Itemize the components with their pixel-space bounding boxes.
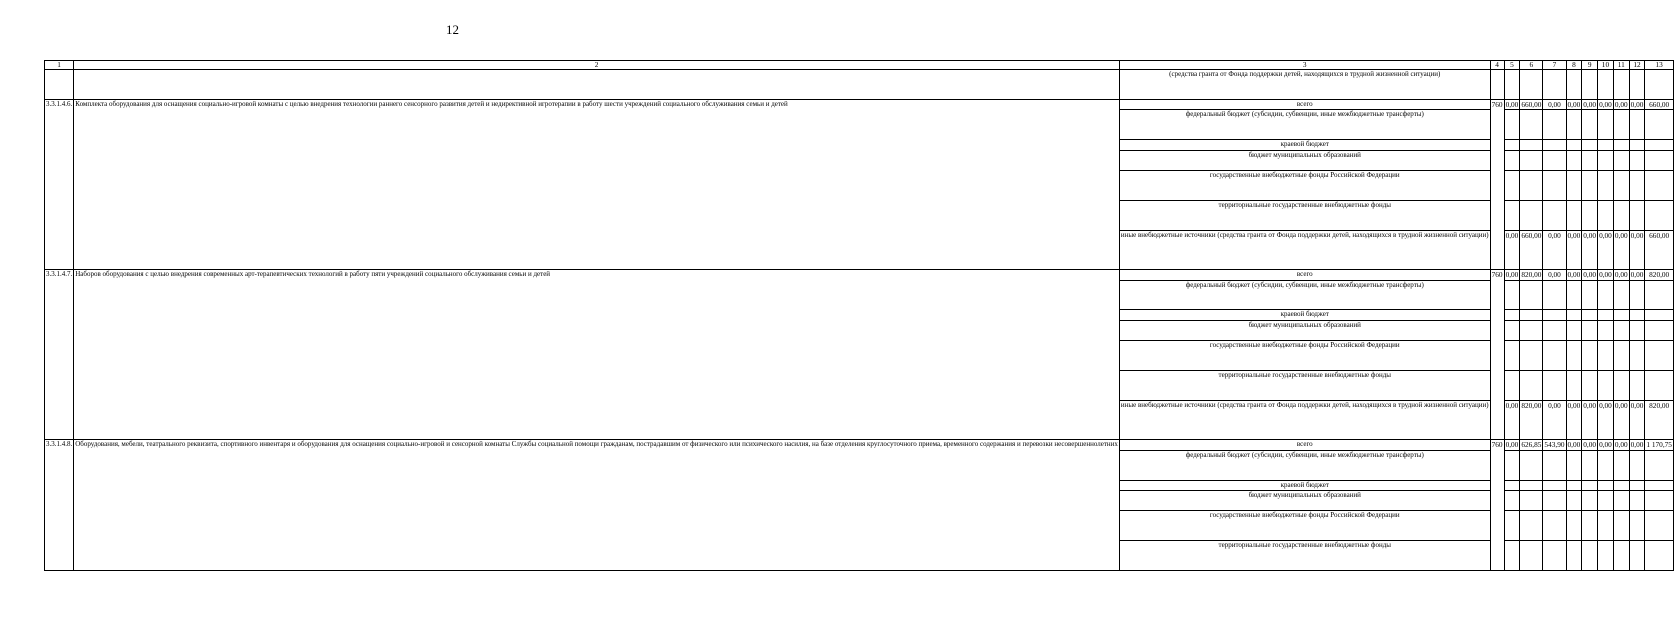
value-cell [1629, 511, 1645, 541]
value-cell: 820,00 [1645, 269, 1674, 280]
value-cell [1629, 280, 1645, 310]
item-code: 3.3.1.4.6. [45, 99, 74, 269]
value-cell [1598, 541, 1614, 571]
funding-source: бюджет муниципальных образований [1119, 320, 1490, 340]
value-cell [1629, 70, 1645, 100]
value-cell [1520, 280, 1543, 310]
value-cell [1566, 541, 1582, 571]
budget-table [44, 60, 1674, 571]
funding-source: федеральный бюджет (субсидии, субвенции, иные межбюджетные трансферты) [1119, 110, 1490, 140]
item-code: 3.3.1.4.8. [45, 440, 74, 571]
funding-source: государственные внебюджетные фонды Российской Федерации [1119, 341, 1490, 371]
value-cell [1543, 320, 1566, 340]
value-cell [1598, 110, 1614, 140]
table-row [45, 99, 1674, 110]
value-cell [1645, 170, 1674, 200]
value-cell [1504, 491, 1520, 511]
value-cell: 543,90 [1544, 440, 1565, 450]
value-cell [1582, 491, 1598, 511]
value-cell: 0,00 [1583, 269, 1597, 279]
value-cell [1520, 541, 1543, 571]
value-cell [1645, 541, 1674, 571]
value-cell [1504, 140, 1520, 151]
value-cell: 0,00 [1599, 99, 1612, 109]
value-cell [1598, 150, 1614, 170]
value-cell [1629, 450, 1645, 480]
value-cell [1582, 511, 1598, 541]
value-cell: 0,00 [1598, 400, 1614, 439]
value-cell [1645, 370, 1674, 400]
funding-source: иные внебюджетные источники (средства гранта от Фонда поддержки детей, находящихся в трудной жизненной ситуации) [1119, 400, 1490, 439]
value-cell [1543, 491, 1566, 511]
value-cell: 660,00 [1521, 99, 1542, 109]
value-cell [1504, 511, 1520, 541]
value-cell [1598, 480, 1614, 491]
value-cell: 0,00 [1567, 99, 1581, 109]
value-cell [1543, 370, 1566, 400]
value-cell [1504, 70, 1520, 100]
funding-source: государственные внебюджетные фонды Российской Федерации [1119, 170, 1490, 200]
value-cell [1520, 480, 1543, 491]
value-cell: 0,00 [1599, 269, 1612, 279]
value-cell [1598, 511, 1614, 541]
value-cell [1645, 70, 1674, 100]
value-cell [1520, 450, 1543, 480]
value-cell: 0,00 [1583, 99, 1597, 109]
value-cell [1613, 70, 1629, 100]
value-cell [1543, 170, 1566, 200]
value-cell [1543, 310, 1566, 321]
value-cell [1629, 320, 1645, 340]
value-cell [1613, 310, 1629, 321]
value-cell [1598, 450, 1614, 480]
value-cell [1645, 491, 1674, 511]
value-cell: 660,00 [1645, 99, 1674, 110]
value-cell [1543, 200, 1566, 230]
item-number: 760 [1490, 269, 1504, 439]
value-cell: 0,00 [1543, 99, 1566, 110]
value-cell [1629, 150, 1645, 170]
value-cell [1566, 70, 1582, 100]
item-number: 760 [1490, 99, 1504, 269]
value-cell [1543, 511, 1566, 541]
value-cell [1504, 450, 1520, 480]
column-header: 11 [1613, 61, 1629, 70]
value-cell [1543, 541, 1566, 571]
value-cell [1629, 541, 1645, 571]
value-cell [1582, 480, 1598, 491]
value-cell [1520, 170, 1543, 200]
value-cell [1520, 370, 1543, 400]
value-cell [1566, 491, 1582, 511]
value-cell: 0,00 [1504, 230, 1520, 269]
column-header: 8 [1566, 61, 1582, 70]
value-cell: 0,00 [1505, 99, 1519, 109]
value-cell [1504, 280, 1520, 310]
value-cell [1504, 150, 1520, 170]
value-cell [1582, 170, 1598, 200]
value-cell: 0,00 [1505, 269, 1519, 279]
value-cell [1598, 280, 1614, 310]
value-cell [1613, 200, 1629, 230]
value-cell [1566, 450, 1582, 480]
value-cell [1582, 70, 1598, 100]
value-cell [1543, 341, 1566, 371]
value-cell [1520, 150, 1543, 170]
value-cell [1504, 480, 1520, 491]
continuation-row [45, 70, 1674, 100]
funding-source: федеральный бюджет (субсидии, субвенции, иные межбюджетные трансферты) [1119, 450, 1490, 480]
value-cell [1629, 480, 1645, 491]
column-header: 2 [74, 61, 1120, 70]
value-cell [1582, 450, 1598, 480]
value-cell [1613, 491, 1629, 511]
value-cell [1543, 150, 1566, 170]
column-header: 9 [1582, 61, 1598, 70]
value-cell [1504, 170, 1520, 200]
value-cell: 0,00 [1613, 400, 1629, 439]
value-cell [1645, 110, 1674, 140]
value-cell [1520, 341, 1543, 371]
value-cell [1629, 170, 1645, 200]
funding-source: бюджет муниципальных образований [1119, 150, 1490, 170]
value-cell [1520, 110, 1543, 140]
funding-source: иные внебюджетные источники (средства гранта от Фонда поддержки детей, находящихся в трудной жизненной ситуации) [1119, 230, 1490, 269]
value-cell: 0,00 [1598, 230, 1614, 269]
value-cell [1613, 480, 1629, 491]
source-cell: (средства гранта от Фонда поддержки детей, находящихся в трудной жизненной ситуации) [1119, 70, 1490, 100]
value-cell [1582, 341, 1598, 371]
value-cell [1566, 280, 1582, 310]
value-cell [1645, 150, 1674, 170]
funding-source: бюджет муниципальных образований [1119, 491, 1490, 511]
funding-source: всего [1119, 99, 1490, 110]
value-cell: 0,00 [1567, 269, 1581, 279]
column-header: 5 [1504, 61, 1520, 70]
value-cell [1566, 110, 1582, 140]
value-cell: 660,00 [1520, 230, 1543, 269]
value-cell [1504, 341, 1520, 371]
value-cell [1629, 110, 1645, 140]
code-cell [45, 70, 74, 100]
value-cell [1613, 110, 1629, 140]
column-header: 12 [1629, 61, 1645, 70]
value-cell: 0,00 [1582, 230, 1598, 269]
value-cell [1598, 310, 1614, 321]
value-cell [1490, 70, 1504, 100]
value-cell [1582, 150, 1598, 170]
value-cell [1543, 280, 1566, 310]
value-cell [1543, 480, 1566, 491]
funding-source: краевой бюджет [1119, 140, 1490, 151]
table-row [45, 440, 1674, 451]
value-cell [1645, 280, 1674, 310]
value-cell: 820,00 [1521, 269, 1542, 279]
column-header: 7 [1543, 61, 1566, 70]
value-cell: 0,00 [1543, 269, 1566, 280]
value-cell [1566, 170, 1582, 200]
value-cell [1629, 491, 1645, 511]
value-cell [1582, 200, 1598, 230]
value-cell [1582, 280, 1598, 310]
value-cell [1504, 310, 1520, 321]
value-cell: 0,00 [1614, 440, 1628, 450]
value-cell [1582, 541, 1598, 571]
value-cell [1543, 70, 1566, 100]
column-header: 6 [1520, 61, 1543, 70]
value-cell [1504, 200, 1520, 230]
value-cell: 0,00 [1566, 230, 1582, 269]
funding-source: краевой бюджет [1119, 310, 1490, 321]
value-cell [1566, 370, 1582, 400]
value-cell [1629, 310, 1645, 321]
value-cell [1566, 200, 1582, 230]
value-cell: 0,00 [1614, 99, 1628, 109]
value-cell [1598, 370, 1614, 400]
value-cell [1613, 541, 1629, 571]
value-cell [1504, 110, 1520, 140]
value-cell [1520, 511, 1543, 541]
item-number: 760 [1490, 440, 1504, 571]
value-cell [1629, 140, 1645, 151]
value-cell: 0,00 [1505, 440, 1519, 450]
funding-source: краевой бюджет [1119, 480, 1490, 491]
value-cell [1613, 140, 1629, 151]
funding-source: территориальные государственные внебюджетные фонды [1119, 200, 1490, 230]
value-cell [1598, 170, 1614, 200]
value-cell [1582, 310, 1598, 321]
value-cell [1613, 511, 1629, 541]
funding-source: территориальные государственные внебюджетные фонды [1119, 541, 1490, 571]
value-cell [1566, 480, 1582, 491]
item-name: Наборов оборудования с целью внедрения современных арт-терапевтических технологий в работу пяти учреждений социального обслуживания семьи и детей [74, 269, 1120, 439]
value-cell: 0,00 [1613, 230, 1629, 269]
value-cell: 0,00 [1567, 440, 1581, 450]
value-cell: 0,00 [1582, 400, 1598, 439]
value-cell: 0,00 [1543, 230, 1566, 269]
value-cell [1566, 320, 1582, 340]
value-cell [1582, 140, 1598, 151]
value-cell [1520, 200, 1543, 230]
value-cell [1645, 511, 1674, 541]
value-cell [1598, 200, 1614, 230]
value-cell [1582, 320, 1598, 340]
value-cell: 0,00 [1629, 400, 1645, 439]
value-cell [1520, 70, 1543, 100]
value-cell [1543, 140, 1566, 151]
value-cell: 0,00 [1630, 99, 1644, 109]
item-code: 3.3.1.4.7. [45, 269, 74, 439]
value-cell [1504, 541, 1520, 571]
funding-source: всего [1119, 440, 1490, 451]
name-cell [74, 70, 1120, 100]
value-cell: 0,00 [1630, 440, 1644, 450]
value-cell [1613, 370, 1629, 400]
value-cell: 0,00 [1614, 269, 1628, 279]
value-cell: 820,00 [1645, 400, 1674, 439]
column-header: 10 [1598, 61, 1614, 70]
value-cell [1566, 341, 1582, 371]
value-cell [1645, 480, 1674, 491]
value-cell [1582, 370, 1598, 400]
funding-source: федеральный бюджет (субсидии, субвенции, иные межбюджетные трансферты) [1119, 280, 1490, 310]
value-cell [1613, 150, 1629, 170]
header-row [45, 61, 1674, 70]
value-cell [1645, 310, 1674, 321]
value-cell: 0,00 [1566, 400, 1582, 439]
value-cell [1613, 341, 1629, 371]
value-cell [1645, 200, 1674, 230]
value-cell: 820,00 [1520, 400, 1543, 439]
value-cell [1613, 320, 1629, 340]
column-header: 4 [1490, 61, 1504, 70]
value-cell [1520, 140, 1543, 151]
value-cell [1520, 310, 1543, 321]
value-cell: 660,00 [1645, 230, 1674, 269]
funding-source: территориальные государственные внебюджетные фонды [1119, 370, 1490, 400]
value-cell [1504, 370, 1520, 400]
page-number: 12 [446, 22, 459, 37]
value-cell: 626,85 [1521, 440, 1542, 450]
value-cell [1629, 370, 1645, 400]
value-cell: 0,00 [1543, 400, 1566, 439]
value-cell [1504, 320, 1520, 340]
value-cell: 0,00 [1599, 440, 1612, 450]
value-cell [1598, 140, 1614, 151]
table-row [45, 269, 1674, 280]
value-cell [1543, 450, 1566, 480]
value-cell [1645, 341, 1674, 371]
value-cell [1613, 450, 1629, 480]
column-header: 1 [45, 61, 74, 70]
value-cell [1645, 450, 1674, 480]
value-cell: 0,00 [1629, 230, 1645, 269]
value-cell [1598, 320, 1614, 340]
table-body [45, 61, 1674, 571]
value-cell [1598, 70, 1614, 100]
value-cell [1520, 320, 1543, 340]
value-cell [1613, 170, 1629, 200]
value-cell: 0,00 [1583, 440, 1597, 450]
item-name: Оборудования, мебели, театрального реквизита, спортивного инвентаря и оборудования для оснащения социально-игровой и сенсорной комнаты Службы социальной помощи гражданам, пострадавшим от физического или психического насилия, на базе отделения круглосуточного приема, временного содержания и перевозки несовершеннолетних [74, 440, 1120, 571]
value-cell: 0,00 [1504, 400, 1520, 439]
value-cell [1520, 491, 1543, 511]
value-cell [1566, 511, 1582, 541]
value-cell [1566, 150, 1582, 170]
value-cell [1629, 341, 1645, 371]
column-header: 13 [1645, 61, 1674, 70]
value-cell [1629, 200, 1645, 230]
item-name: Комплекта оборудования для оснащения социально-игровой комнаты с целью внедрения технологии раннего сенсорного развития детей и недирективной игротерапии в работу шести учреждений социального обслуживания семьи и детей [74, 99, 1120, 269]
value-cell [1566, 310, 1582, 321]
value-cell [1566, 140, 1582, 151]
column-header: 3 [1119, 61, 1490, 70]
value-cell [1543, 110, 1566, 140]
value-cell [1645, 140, 1674, 151]
value-cell [1613, 280, 1629, 310]
value-cell: 1 170,75 [1646, 440, 1672, 450]
value-cell [1598, 491, 1614, 511]
value-cell [1645, 320, 1674, 340]
funding-source: всего [1119, 269, 1490, 280]
value-cell [1598, 341, 1614, 371]
value-cell: 0,00 [1630, 269, 1644, 279]
funding-source: государственные внебюджетные фонды Российской Федерации [1119, 511, 1490, 541]
value-cell [1582, 110, 1598, 140]
